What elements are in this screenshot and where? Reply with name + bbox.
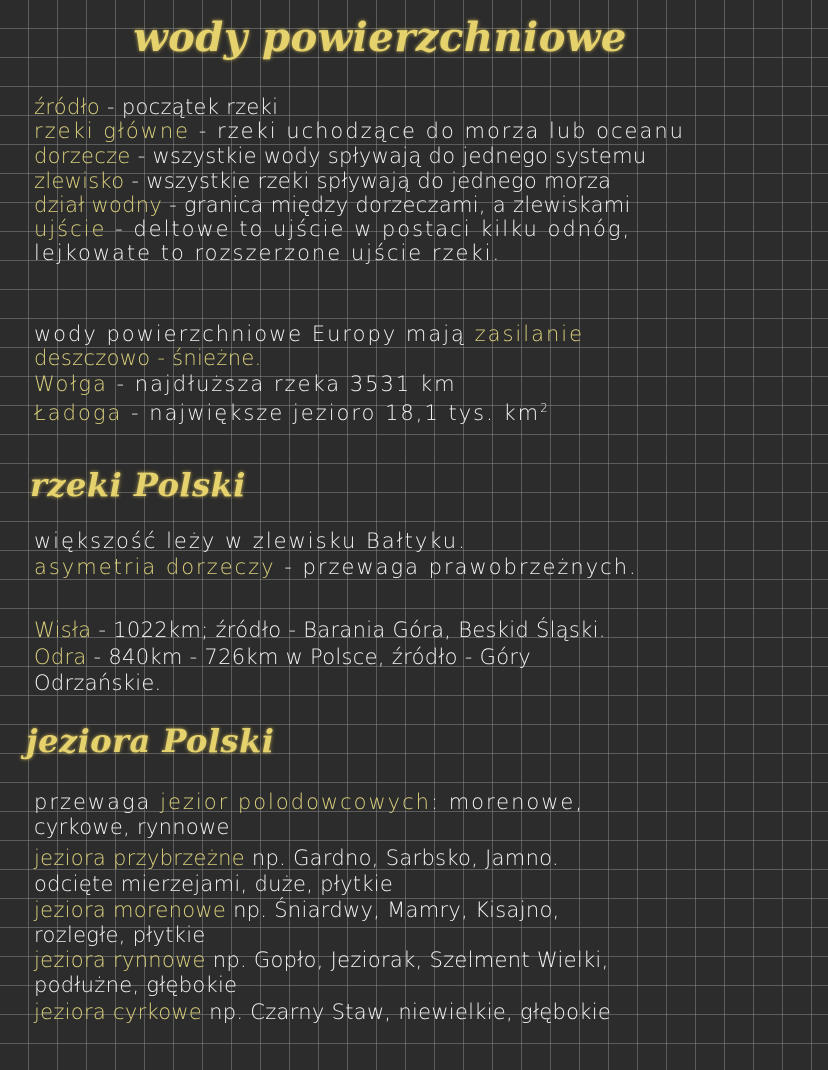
text: - największe jezioro 18,1 tys. km	[122, 401, 541, 425]
text: np. Czarny Staw, niewielkie, głębokie	[202, 1000, 612, 1024]
section-heading-rivers: rzeki Polski	[30, 466, 246, 504]
term: źródło	[34, 95, 100, 119]
definition-dorzecze	[34, 144, 646, 168]
europe-line-1	[34, 322, 584, 346]
keyword: Wisła	[34, 618, 92, 642]
text: Odrzańskie.	[34, 671, 162, 695]
rivers-line-1	[34, 529, 467, 553]
keyword: zasilanie	[474, 322, 585, 346]
lake-type-rynnowe	[34, 948, 609, 972]
odra-fact	[34, 645, 531, 669]
definition-zlewisko	[34, 169, 611, 193]
term: ujście	[34, 217, 107, 241]
keyword: jeziora morenowe	[34, 898, 227, 922]
text: przewaga	[34, 790, 161, 814]
volga-fact	[34, 372, 457, 396]
text: większość leży w zlewisku Bałtyku.	[34, 529, 467, 553]
text: odcięte mierzejami, duże, płytkie	[34, 872, 394, 896]
definition-text: lejkowate to rozszerzone ujście rzeki.	[34, 241, 502, 265]
keyword: jeziora cyrkowe	[34, 1000, 203, 1024]
term: dział wodny	[34, 193, 163, 217]
definition-text: - rzeki uchodzące do morza lub oceanu	[190, 119, 685, 143]
keyword: asymetria dorzeczy	[34, 555, 276, 579]
term: zlewisko	[34, 169, 125, 193]
lake-type-przybrzezne	[34, 846, 559, 870]
definition-zrodlo	[34, 95, 278, 119]
text: - najdłuższa rzeka 3531 km	[107, 372, 457, 396]
wisla-fact	[34, 618, 606, 642]
definition-ujscie-cont	[34, 241, 501, 265]
lakes-intro-cont	[34, 815, 230, 839]
term: dorzecze	[34, 144, 131, 168]
odra-fact-cont	[34, 671, 162, 695]
text: np. Śniardwy, Mamry, Kisajno,	[226, 898, 560, 922]
definition-text: - granica między dorzeczami, a zlewiskami	[162, 193, 631, 217]
keyword: Ładoga	[34, 401, 123, 425]
definition-dzial-wodny	[34, 193, 631, 217]
definition-text: - deltowe to ujście w postaci kilku odnóg,	[106, 217, 632, 241]
europe-line-2	[34, 346, 262, 370]
text: podłużne, głębokie	[34, 973, 238, 997]
definition-text: - początek rzeki	[100, 95, 279, 119]
keyword: jeziora przybrzeżne	[34, 846, 245, 870]
lake-desc-morenowe	[34, 923, 206, 947]
keyword: deszczowo - śnieżne.	[34, 346, 262, 370]
lake-desc-przybrzezne	[34, 872, 393, 896]
definition-ujscie	[34, 217, 631, 241]
text: np. Gopło, Jeziorak, Szelment Wielki,	[205, 948, 609, 972]
rivers-asymmetry	[34, 555, 638, 579]
superscript: 2	[540, 401, 550, 415]
page-title: wody powierzchniowe	[133, 14, 627, 61]
text: - przewaga prawobrzeżnych.	[275, 555, 638, 579]
keyword: jeziora rynnowe	[34, 948, 206, 972]
text: cyrkowe, rynnowe	[34, 815, 230, 839]
text: : morenowe,	[430, 790, 585, 814]
definition-rzeki-glowne	[34, 119, 685, 143]
text: rozległe, płytkie	[34, 923, 206, 947]
term: rzeki główne	[34, 119, 191, 143]
lake-desc-rynnowe	[34, 973, 237, 997]
keyword: jezior polodowcowych	[160, 790, 431, 814]
ladoga-fact	[34, 396, 550, 425]
definition-text: - wszystkie wody spływają do jednego systemu	[130, 144, 647, 168]
keyword: Odra	[34, 645, 87, 669]
definition-text: - wszystkie rzeki spływają do jednego morza	[124, 169, 612, 193]
lake-type-cyrkowe	[34, 1000, 611, 1024]
keyword: Wołga	[34, 372, 108, 396]
text: - 840km - 726km w Polsce, źródło - Góry	[86, 645, 531, 669]
text: np. Gardno, Sarbsko, Jamno.	[244, 846, 559, 870]
lake-type-morenowe	[34, 898, 560, 922]
section-heading-lakes: jeziora Polski	[26, 722, 275, 760]
text: - 1022km; źródło - Barania Góra, Beskid Śląski.	[91, 618, 606, 642]
text: wody powierzchniowe Europy mają	[34, 322, 475, 346]
lakes-intro	[34, 790, 584, 814]
